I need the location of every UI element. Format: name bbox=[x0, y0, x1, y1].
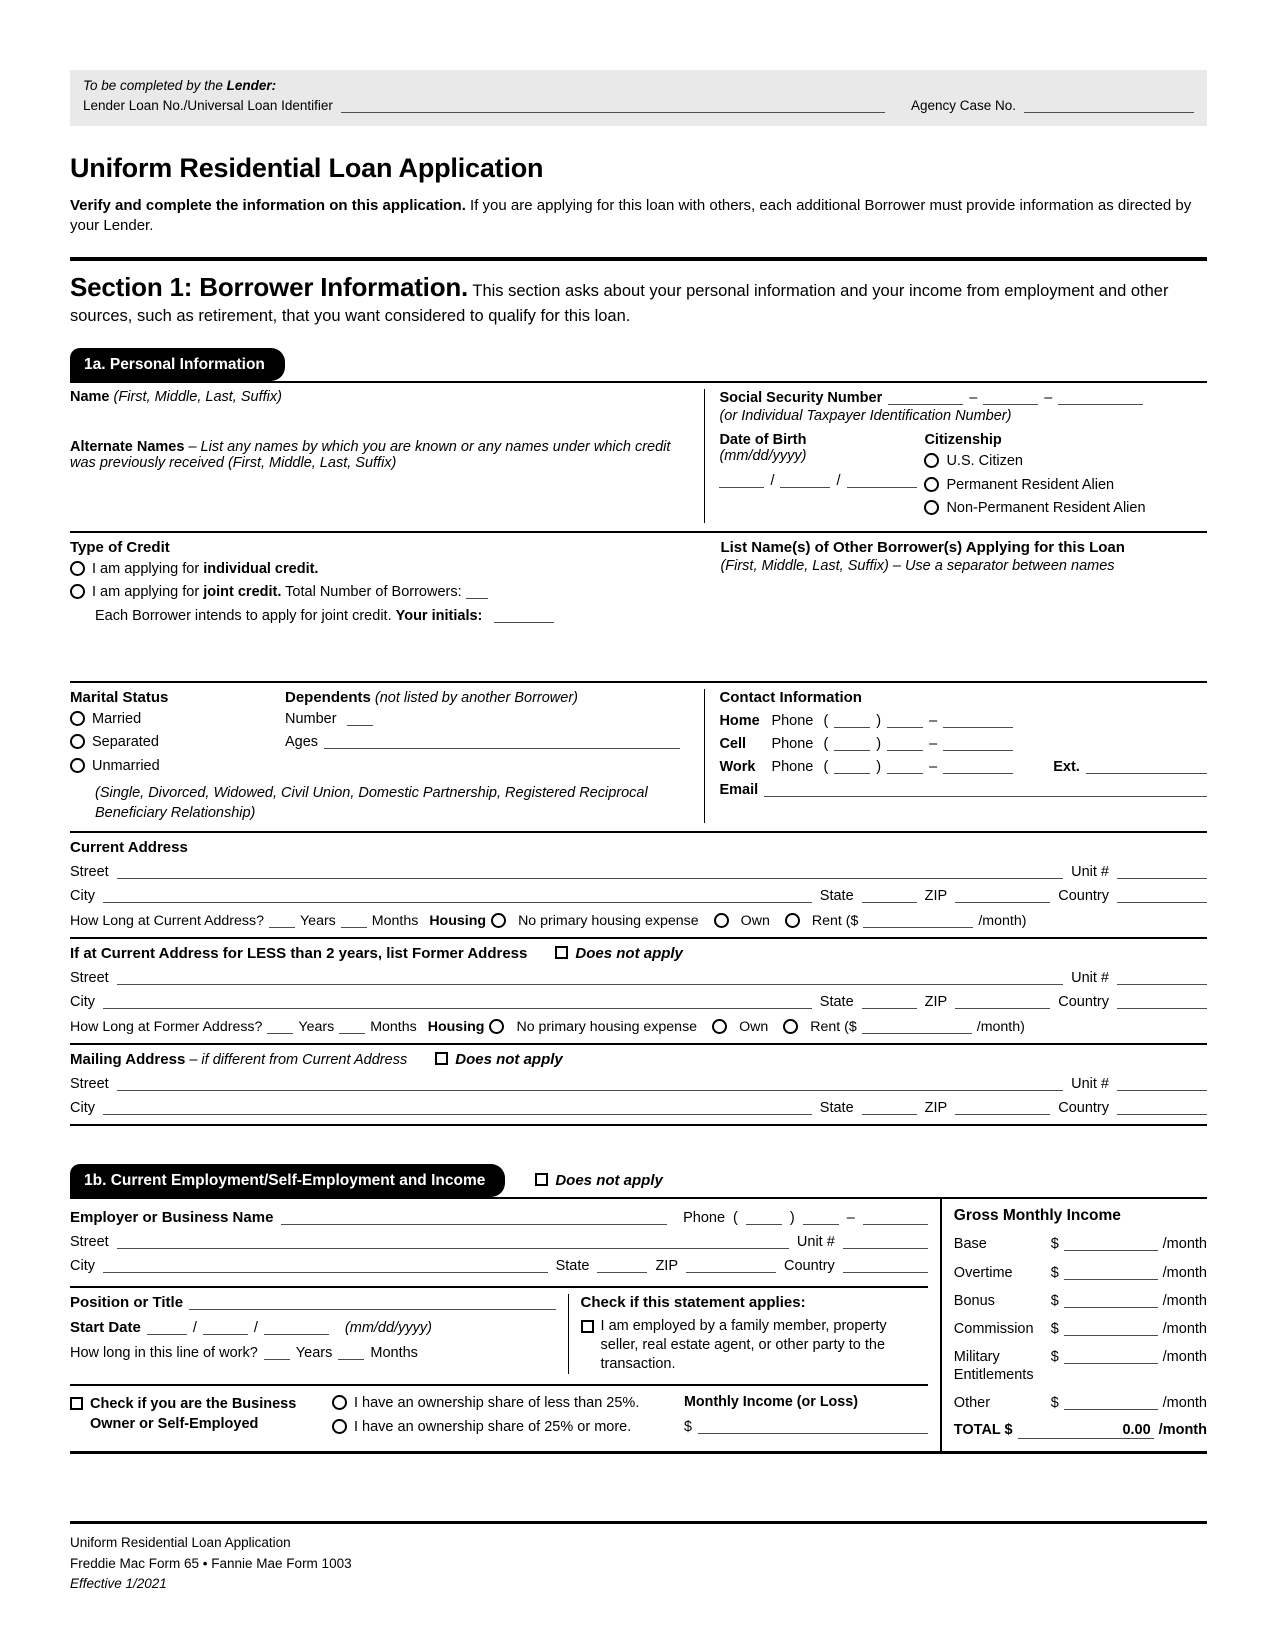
mailing-street-field[interactable] bbox=[117, 1078, 1063, 1091]
ssn-field-3[interactable] bbox=[1058, 392, 1143, 405]
employer-street-line: Street Unit # bbox=[70, 1233, 928, 1250]
cell-phone-prefix-field[interactable] bbox=[887, 738, 923, 751]
position-title-field[interactable] bbox=[189, 1297, 555, 1310]
current-unit-field[interactable] bbox=[1117, 866, 1207, 879]
current-rent-radio[interactable] bbox=[785, 913, 800, 928]
individual-credit-radio[interactable] bbox=[70, 561, 85, 576]
start-date-month-field[interactable] bbox=[147, 1322, 187, 1335]
unmarried-radio[interactable] bbox=[70, 758, 85, 773]
ssn-field-2[interactable] bbox=[983, 392, 1038, 405]
employer-city-line: City State ZIP Country bbox=[70, 1257, 928, 1286]
ownership-ge25-option[interactable]: I have an ownership share of 25% or more. bbox=[332, 1418, 684, 1438]
former-state-field[interactable] bbox=[862, 996, 917, 1009]
marital-option-married[interactable]: Married bbox=[70, 710, 285, 730]
former-no-housing-expense-radio[interactable] bbox=[489, 1019, 504, 1034]
current-state-field[interactable] bbox=[862, 890, 917, 903]
non-permanent-resident-radio[interactable] bbox=[924, 500, 939, 515]
tab-1a-personal-information: 1a. Personal Information bbox=[70, 348, 285, 381]
employer-phone-prefix-field[interactable] bbox=[803, 1212, 839, 1225]
section1-heading: Section 1: Borrower Information. This section asks about your personal information and your income from employment and other sources, such as retirement, that you want considered to qualify for this loan. bbox=[70, 271, 1169, 325]
section-1b bbox=[70, 1197, 1207, 1454]
gmi-row-overtime: Overtime $ /month bbox=[953, 1264, 1207, 1281]
email-label: Email bbox=[719, 781, 759, 798]
mailing-unit-field[interactable] bbox=[1117, 1078, 1207, 1091]
mailing-zip-field[interactable] bbox=[955, 1102, 1050, 1115]
intro-text: Verify and complete the information on this application. If you are applying for this loan with others, each additional Borrower must provide information as directed by your Lender. bbox=[70, 197, 1192, 235]
ssn-field-1[interactable] bbox=[888, 392, 963, 405]
contact-information-label: Contact Information bbox=[719, 688, 862, 706]
home-phone-area-field[interactable] bbox=[834, 715, 870, 728]
gross-monthly-income-panel bbox=[940, 1199, 1207, 1451]
marital-status-label: Marital Status bbox=[70, 688, 169, 706]
mailing-country-field[interactable] bbox=[1117, 1102, 1207, 1115]
employer-city-field[interactable] bbox=[103, 1260, 548, 1273]
gmi-military-field[interactable] bbox=[1064, 1351, 1158, 1364]
email-field[interactable] bbox=[764, 784, 1207, 797]
dependents-number-line: Number bbox=[285, 710, 680, 730]
married-radio[interactable] bbox=[70, 711, 85, 726]
monthly-income-label: Monthly Income (or Loss) bbox=[684, 1394, 858, 1411]
gmi-total-value: 0.00 bbox=[1018, 1422, 1154, 1439]
mailing-state-field[interactable] bbox=[862, 1102, 917, 1115]
permanent-resident-radio[interactable] bbox=[924, 477, 939, 492]
dependents-number-field[interactable] bbox=[347, 713, 373, 726]
ownership-lt25-radio[interactable] bbox=[332, 1395, 347, 1410]
agency-case-no-label: Agency Case No. bbox=[910, 98, 1016, 113]
monthly-income-block: Monthly Income (or Loss) $ bbox=[684, 1394, 928, 1441]
email-line bbox=[719, 781, 1207, 798]
ssn-hint: (or Individual Taxpayer Identification Number) bbox=[719, 407, 1012, 424]
citizenship-option-non-permanent-resident[interactable]: Non-Permanent Resident Alien bbox=[924, 499, 1145, 519]
former-address-heading-line: If at Current Address for LESS than 2 years, list Former Address Does not apply bbox=[70, 945, 683, 963]
dob-hint: (mm/dd/yyyy) bbox=[719, 447, 807, 464]
employer-line: Employer or Business Name Phone ( ) – bbox=[70, 1209, 928, 1226]
alternate-names-label: Alternate Names bbox=[70, 438, 185, 455]
current-zip-field[interactable] bbox=[955, 890, 1050, 903]
section1-rule bbox=[70, 257, 1207, 261]
lender-instruction: To be completed by the Lender: bbox=[83, 78, 277, 93]
lender-box bbox=[70, 70, 1207, 126]
dob-block bbox=[719, 432, 924, 523]
citizenship-label: Citizenship bbox=[924, 431, 1002, 448]
ext-label: Ext. bbox=[1053, 758, 1080, 775]
other-borrowers-label: List Name(s) of Other Borrower(s) Applying for this Loan bbox=[720, 538, 1125, 556]
agency-case-no-field[interactable] bbox=[1024, 100, 1194, 113]
statement-block bbox=[568, 1294, 928, 1374]
statement-label: Check if this statement applies: bbox=[580, 1294, 806, 1312]
dob-month-field[interactable] bbox=[719, 475, 764, 488]
former-address-block: If at Current Address for LESS than 2 years, list Former Address Does not apply Street Unit # City State ZIP Country How Long at Former Address? Years Months Housing No primary housing expense Own Rent ($ /month) bbox=[70, 939, 1207, 1045]
footer-effective-date: Effective 1/2021 bbox=[70, 1575, 167, 1591]
former-months-field[interactable] bbox=[339, 1021, 365, 1034]
cell-phone-line: Cell Phone ( ) – bbox=[719, 735, 1207, 752]
marital-status-block bbox=[70, 689, 285, 781]
former-city-field[interactable] bbox=[103, 996, 812, 1009]
mailing-does-not-apply-checkbox[interactable] bbox=[435, 1052, 448, 1065]
start-date-day-field[interactable] bbox=[203, 1322, 248, 1335]
start-date-year-field[interactable] bbox=[264, 1322, 329, 1335]
employment-does-not-apply[interactable]: Does not apply bbox=[535, 1172, 663, 1189]
mailing-address-heading-line: Mailing Address – if different from Current Address Does not apply bbox=[70, 1051, 563, 1069]
page-footer bbox=[70, 1521, 1207, 1594]
current-housing-line: How Long at Current Address? Years Months Housing No primary housing expense Own Rent ($ /month) bbox=[70, 913, 1027, 930]
position-title-line bbox=[70, 1294, 556, 1311]
marital-option-unmarried[interactable]: Unmarried bbox=[70, 757, 285, 777]
current-country-field[interactable] bbox=[1117, 890, 1207, 903]
position-title-label: Position or Title bbox=[70, 1294, 184, 1312]
gmi-overtime-field[interactable] bbox=[1064, 1267, 1158, 1280]
lender-loan-no-label: Lender Loan No./Universal Loan Identifier bbox=[83, 98, 333, 113]
line-of-work-line: How long in this line of work? Years Months bbox=[70, 1345, 418, 1362]
employer-state-field[interactable] bbox=[597, 1260, 647, 1273]
citizenship-option-us-citizen[interactable]: U.S. Citizen bbox=[924, 452, 1145, 472]
name-label: Name bbox=[70, 388, 110, 405]
former-zip-field[interactable] bbox=[955, 996, 1050, 1009]
other-borrowers-hint: (First, Middle, Last, Suffix) – Use a separator between names bbox=[720, 557, 1115, 574]
mailing-address-block: Mailing Address – if different from Current Address Does not apply Street Unit # City State ZIP Country bbox=[70, 1045, 1207, 1124]
unmarried-note: (Single, Divorced, Widowed, Civil Union, Domestic Partnership, Registered Reciprocal Beneficiary Relationship) bbox=[95, 785, 648, 821]
employer-street-field[interactable] bbox=[117, 1236, 789, 1249]
tab-1b-employment-income: 1b. Current Employment/Self-Employment and Income bbox=[70, 1164, 505, 1197]
name-label-line bbox=[70, 389, 690, 405]
dob-year-field[interactable] bbox=[847, 475, 917, 488]
current-no-housing-expense-radio[interactable] bbox=[491, 913, 506, 928]
work-months-field[interactable] bbox=[338, 1347, 364, 1360]
ownership-lt25-option[interactable]: I have an ownership share of less than 25%. bbox=[332, 1394, 684, 1414]
joint-credit-radio[interactable] bbox=[70, 584, 85, 599]
gmi-row-military-entitlements: Military Entitlements $ /month bbox=[953, 1348, 1207, 1384]
page-title: Uniform Residential Loan Application bbox=[70, 153, 544, 183]
employer-label: Employer or Business Name bbox=[70, 1209, 274, 1227]
cell-phone-line-field[interactable] bbox=[943, 738, 1013, 751]
dependents-label-line: Dependents (not listed by another Borrower) bbox=[285, 688, 578, 706]
former-country-field[interactable] bbox=[1117, 996, 1207, 1009]
current-city-field[interactable] bbox=[103, 890, 812, 903]
gmi-bonus-field[interactable] bbox=[1064, 1295, 1158, 1308]
ownership-ge25-radio[interactable] bbox=[332, 1419, 347, 1434]
gmi-heading: Gross Monthly Income bbox=[953, 1207, 1121, 1225]
current-rent-amount-field[interactable] bbox=[863, 915, 973, 928]
employer-phone-line-field[interactable] bbox=[863, 1212, 928, 1225]
current-street-field[interactable] bbox=[117, 866, 1063, 879]
gmi-row-bonus: Bonus $ /month bbox=[953, 1292, 1207, 1309]
gmi-row-other: Other $ /month bbox=[953, 1395, 1207, 1412]
dob-label: Date of Birth bbox=[719, 431, 807, 448]
gmi-row-base: Base $ /month bbox=[953, 1236, 1207, 1253]
name-hint: (First, Middle, Last, Suffix) bbox=[113, 388, 282, 405]
your-initials-field[interactable] bbox=[494, 610, 554, 623]
family-member-checkbox[interactable] bbox=[581, 1320, 594, 1333]
current-months-field[interactable] bbox=[341, 915, 367, 928]
cell-phone-area-field[interactable] bbox=[834, 738, 870, 751]
business-owner-checkbox[interactable] bbox=[70, 1397, 83, 1410]
employer-zip-field[interactable] bbox=[686, 1260, 776, 1273]
monthly-income-field[interactable] bbox=[698, 1421, 928, 1434]
former-years-field[interactable] bbox=[267, 1021, 293, 1034]
employer-country-field[interactable] bbox=[843, 1260, 928, 1273]
total-borrowers-field[interactable] bbox=[466, 586, 488, 599]
family-member-statement[interactable]: I am employed by a family member, property seller, real estate agent, or other party to the transaction. bbox=[581, 1317, 928, 1374]
citizenship-block bbox=[924, 432, 1145, 523]
employer-name-field[interactable] bbox=[281, 1212, 667, 1225]
lender-loan-no-field[interactable] bbox=[341, 100, 885, 113]
gmi-row-commission: Commission $ /month bbox=[953, 1320, 1207, 1337]
dependents-block bbox=[285, 689, 690, 781]
work-phone-line: Work Phone ( ) – Ext. bbox=[719, 758, 1207, 775]
dependents-ages-line: Ages bbox=[285, 733, 680, 750]
section-1a bbox=[70, 381, 1207, 1127]
former-does-not-apply-checkbox[interactable] bbox=[555, 946, 568, 959]
dob-day-field[interactable] bbox=[780, 475, 830, 488]
former-unit-field[interactable] bbox=[1117, 972, 1207, 985]
gmi-total-row: TOTAL $ 0.00 /month bbox=[953, 1422, 1207, 1439]
gmi-commission-field[interactable] bbox=[1064, 1323, 1158, 1336]
start-date-label: Start Date bbox=[70, 1319, 141, 1337]
start-date-line: Start Date / / (mm/dd/yyyy) bbox=[70, 1319, 432, 1337]
home-phone-prefix-field[interactable] bbox=[887, 715, 923, 728]
joint-credit-initials-line: Each Borrower intends to apply for joint credit. Your initials: bbox=[95, 607, 690, 627]
joint-credit-option[interactable]: I am applying for joint credit. Total Number of Borrowers: bbox=[70, 583, 690, 603]
former-street-field[interactable] bbox=[117, 972, 1063, 985]
home-phone-line-field[interactable] bbox=[943, 715, 1013, 728]
gmi-other-field[interactable] bbox=[1064, 1397, 1158, 1410]
employer-phone-area-field[interactable] bbox=[746, 1212, 782, 1225]
mailing-does-not-apply[interactable]: Does not apply bbox=[435, 1051, 563, 1068]
us-citizen-radio[interactable] bbox=[924, 453, 939, 468]
dob-fields: / / bbox=[719, 472, 924, 489]
dependents-ages-field[interactable] bbox=[324, 736, 680, 749]
gmi-total-label: TOTAL $ bbox=[953, 1422, 1013, 1439]
individual-credit-option[interactable]: I am applying for individual credit. bbox=[70, 560, 690, 580]
contact-information-block bbox=[704, 689, 1207, 824]
separated-radio[interactable] bbox=[70, 734, 85, 749]
footer-form-name: Uniform Residential Loan Application bbox=[70, 1535, 291, 1551]
type-of-credit-label: Type of Credit bbox=[70, 538, 170, 556]
work-phone-ext-field[interactable] bbox=[1086, 761, 1207, 774]
marital-option-separated[interactable]: Separated bbox=[70, 733, 285, 753]
mailing-city-field[interactable] bbox=[103, 1102, 812, 1115]
work-phone-area-field[interactable] bbox=[834, 761, 870, 774]
work-years-field[interactable] bbox=[264, 1347, 290, 1360]
former-own-radio[interactable] bbox=[712, 1019, 727, 1034]
former-housing-line: How Long at Former Address? Years Months Housing No primary housing expense Own Rent ($ /month) bbox=[70, 1019, 1025, 1036]
gmi-base-field[interactable] bbox=[1064, 1238, 1158, 1251]
work-phone-prefix-field[interactable] bbox=[887, 761, 923, 774]
current-years-field[interactable] bbox=[269, 915, 295, 928]
current-address-block: Current Address Street Unit # City State ZIP Country How Long at Current Address? Years Months Housing No primary housing expense Own Rent ($ /month) bbox=[70, 833, 1207, 939]
former-rent-amount-field[interactable] bbox=[862, 1021, 972, 1034]
footer-form-numbers: Freddie Mac Form 65 • Fannie Mae Form 1003 bbox=[70, 1555, 352, 1571]
ssn-line: Social Security Number – – bbox=[719, 389, 1207, 406]
former-does-not-apply[interactable]: Does not apply bbox=[555, 945, 683, 962]
former-rent-radio[interactable] bbox=[783, 1019, 798, 1034]
current-own-radio[interactable] bbox=[714, 913, 729, 928]
business-owner-check[interactable]: Check if you are the Business Owner or Self-Employed bbox=[70, 1394, 332, 1441]
work-phone-line-field[interactable] bbox=[943, 761, 1013, 774]
home-phone-line: Home Phone ( ) – bbox=[719, 712, 1207, 729]
employment-does-not-apply-checkbox[interactable] bbox=[535, 1173, 548, 1186]
alternate-names-line: Alternate Names – List any names by which you are known or any names under which credit was previously received (First, Middle, Last, Suffix) bbox=[70, 438, 671, 471]
current-address-label: Current Address bbox=[70, 839, 188, 857]
ssn-label: Social Security Number bbox=[719, 389, 883, 406]
employer-unit-field[interactable] bbox=[843, 1236, 928, 1249]
citizenship-option-permanent-resident[interactable]: Permanent Resident Alien bbox=[924, 476, 1145, 496]
